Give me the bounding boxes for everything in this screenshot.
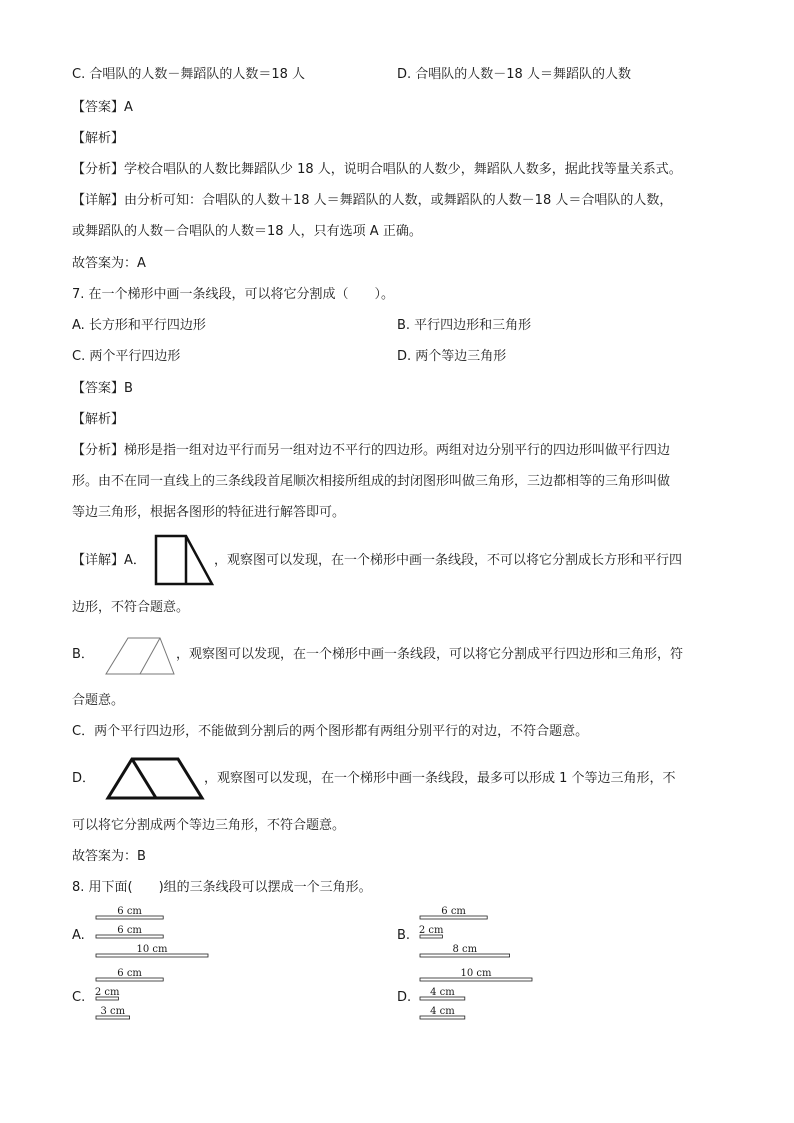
q6-option-d: D. 合唱队的人数－18 人＝舞蹈队的人数 <box>397 67 631 82</box>
q7-answer: 【答案】B <box>72 381 133 396</box>
q6-conclusion: 故答案为：A <box>72 256 146 271</box>
segment-length-label: 10 cm <box>460 968 492 979</box>
q8-option-d-label: D. <box>397 990 412 1005</box>
segment-length-label: 6 cm <box>117 925 142 936</box>
segment-length-label: 4 cm <box>430 1006 455 1017</box>
q6-detail-line-1: 【详解】由分析可知：合唱队的人数＋18 人＝舞蹈队的人数，或舞蹈队的人数－18 人＝合唱队的人数， <box>72 193 673 208</box>
q7-detail-a-text-2: 边形，不符合题意。 <box>72 600 190 615</box>
q7-option-b: B. 平行四边形和三角形 <box>397 318 532 333</box>
segment-length-label: 10 cm <box>136 944 168 955</box>
q8-option-c-label: C. <box>72 990 86 1005</box>
trapezoid-rectangle-parallelogram-figure <box>152 534 214 586</box>
q7-detail-d-prefix: D． <box>72 771 96 786</box>
q8-option-d-segments <box>420 966 550 1026</box>
q7-detail-a-prefix: 【详解】A． <box>72 553 146 568</box>
q7-analysis-heading: 【解析】 <box>72 412 125 427</box>
q7-option-c: C. 两个平行四边形 <box>72 349 181 364</box>
q8-option-b-segments <box>420 904 540 964</box>
q8-stem: 8. 用下面( )组的三条线段可以摆成一个三角形。 <box>72 880 372 895</box>
q7-stem: 7. 在一个梯形中画一条线段，可以将它分割成（ ）。 <box>72 287 395 302</box>
q7-detail-b-prefix: B． <box>72 647 94 662</box>
segment-length-label: 3 cm <box>100 1006 126 1017</box>
trapezoid-two-triangles-figure <box>104 756 204 802</box>
q8-option-b-label: B. <box>397 928 411 943</box>
q7-detail-b-text: ，观察图可以发现，在一个梯形中画一条线段，可以将它分割成平行四边形和三角形，符 <box>176 647 684 662</box>
q7-detail-d-text: ，观察图可以发现，在一个梯形中画一条线段，最多可以形成 1 个等边三角形，不 <box>204 771 676 786</box>
segment-length-label: 8 cm <box>452 944 478 955</box>
q7-conclusion: 故答案为：B <box>72 849 146 864</box>
segment-length-label: 2 cm <box>94 987 120 998</box>
segment-length-label: 6 cm <box>117 968 142 979</box>
q7-detail-a-text: ，观察图可以发现，在一个梯形中画一条线段，不可以将它分割成长方形和平行四 <box>214 553 683 568</box>
q7-detail-d-text-2: 可以将它分割成两个等边三角形，不符合题意。 <box>72 818 346 833</box>
q8-option-a-segments <box>96 904 216 964</box>
trapezoid-parallelogram-triangle-figure <box>104 636 176 678</box>
q7-detail-c: C．两个平行四边形，不能做到分割后的两个图形都有两组分别平行的对边，不符合题意。 <box>72 724 589 739</box>
q7-analysis-line-3: 等边三角形，根据各图形的特征进行解答即可。 <box>72 505 346 520</box>
q6-analysis-heading: 【解析】 <box>72 131 125 146</box>
q7-analysis-line-2: 形。由不在同一直线上的三条线段首尾顺次相接所组成的封闭图形叫做三角形，三边都相等的三角形叫做 <box>72 474 671 489</box>
segment-length-label: 4 cm <box>430 987 455 998</box>
q7-option-d: D. 两个等边三角形 <box>397 349 507 364</box>
q6-analysis: 【分析】学校合唱队的人数比舞蹈队少 18 人，说明合唱队的人数少，舞蹈队人数多，据此找等量关系式。 <box>72 162 682 177</box>
q7-option-a: A. 长方形和平行四边形 <box>72 318 206 333</box>
q6-option-c: C. 合唱队的人数－舞蹈队的人数＝18 人 <box>72 67 306 82</box>
q7-detail-b-text-2: 合题意。 <box>72 693 125 708</box>
q6-detail-line-2: 或舞蹈队的人数－合唱队的人数＝18 人，只有选项 A 正确。 <box>72 224 422 239</box>
segment-length-label: 6 cm <box>441 906 466 917</box>
q6-answer: 【答案】A <box>72 100 133 115</box>
segment-length-label: 6 cm <box>117 906 142 917</box>
q8-option-a-label: A. <box>72 928 85 943</box>
q8-option-c-segments <box>96 966 216 1026</box>
q7-analysis-line-1: 【分析】梯形是指一组对边平行而另一组对边不平行的四边形。两组对边分别平行的四边形叫做平行四边 <box>72 443 671 458</box>
segment-length-label: 2 cm <box>418 925 444 936</box>
